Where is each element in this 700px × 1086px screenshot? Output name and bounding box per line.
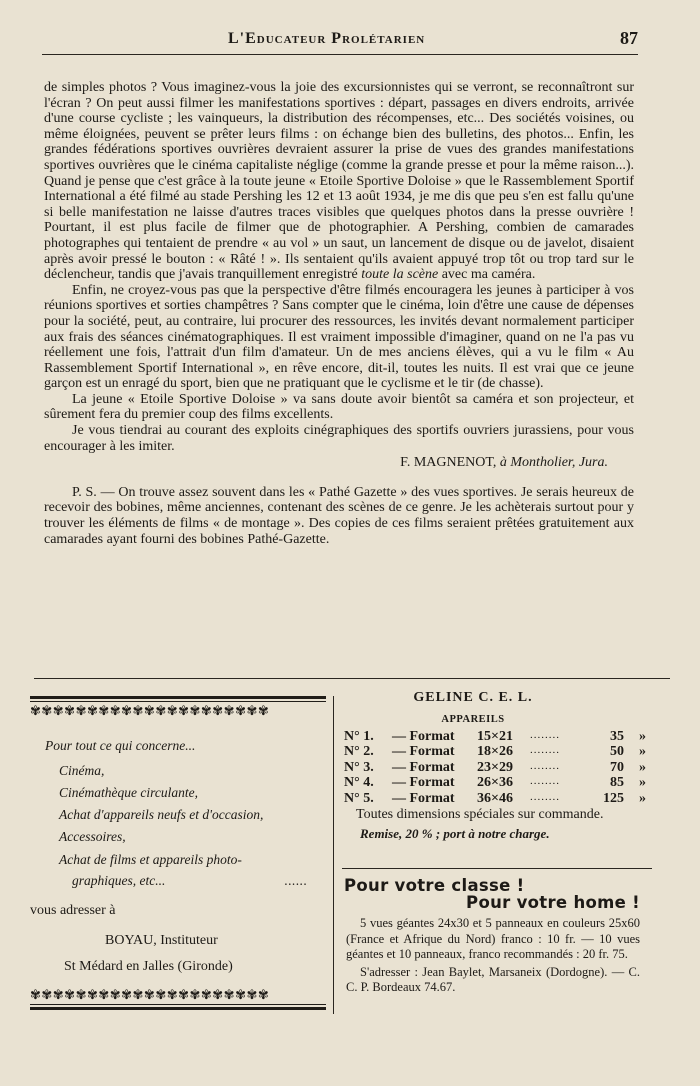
page-header bbox=[42, 28, 638, 54]
format-size: 23×29 bbox=[477, 759, 513, 775]
contact-name: BOYAU, Instituteur bbox=[105, 933, 218, 948]
postscript: P. S. — On trouve assez souvent dans les « Pathé Gazette » des vues sportives. Je serais heureux de recevoir des bobines, même anciennes, contenant des scènes de ce genre. Je les achèterais surtout pour y trouver les éléments de films « de montage ». Des copies de ces films seraient prêtées gratuitement aux camarades ayant fourni des bobines Pathé-Gazette. bbox=[44, 484, 634, 547]
format-size: 15×21 bbox=[477, 729, 513, 744]
ditto-mark: » bbox=[639, 744, 646, 760]
section-rule bbox=[34, 678, 670, 679]
format-row bbox=[344, 775, 646, 790]
boyau-advert bbox=[30, 696, 326, 1016]
format-price: 35 bbox=[610, 729, 624, 744]
remise-note: Remise, 20 % ; port à notre charge. bbox=[360, 825, 550, 841]
article-paragraph: Enfin, ne croyez-vous pas que la perspective d'être filmés encouragera les jeunes à participer à vos réunions sportives et sorties champêtres ? Sans compter que le cinéma, loin d'être une cause de dépenses pour la société, peut, au contraire, lui procurer des ressources, les invités devant normalement participer aux frais des séances cinématographiques. Il est vraiment impossible d'imaginer, quand on ne l'a pas vu réellement une fois, l'attrait d'un film d'amateur. Un de mes anciens élèves, qui a vu le film « Au Rassemblement Sportif International », en rêve encore, dit-il, toutes les nuits. Il est vrai que ce jeune garçon est un enragé du sport, bien que ne pratiquant que le cyclisme et le tir (de chasse). bbox=[44, 282, 634, 392]
classe-body bbox=[344, 916, 646, 996]
format-row bbox=[344, 744, 646, 759]
page-number: 87 bbox=[620, 28, 638, 48]
format-row bbox=[344, 760, 646, 775]
article-paragraph bbox=[44, 80, 634, 283]
bottom-border bbox=[30, 986, 326, 1010]
contact-city: St Médard en Jalles (Gironde) bbox=[64, 959, 233, 974]
format-label: — Format bbox=[392, 759, 455, 775]
leader-dots: ........ bbox=[530, 729, 560, 741]
format-label: — Format bbox=[392, 729, 455, 744]
format-number: N° 3. bbox=[344, 759, 374, 775]
address-line: vous adresser à bbox=[30, 903, 116, 918]
advert-item: graphiques, etc... bbox=[72, 873, 166, 888]
leader-dots: ........ bbox=[530, 759, 560, 772]
leader-dots: ...... bbox=[284, 874, 307, 888]
ornament-border: ✾✾✾✾✾✾✾✾✾✾✾✾✾✾✾✾✾✾✾✾✾ bbox=[30, 704, 270, 719]
advert-item: Accessoires, bbox=[59, 829, 126, 844]
format-size: 26×36 bbox=[477, 775, 513, 791]
header-rule bbox=[42, 54, 638, 55]
signature-name: F. MAGNENOT, bbox=[400, 455, 500, 471]
format-row bbox=[344, 791, 646, 806]
ditto-mark: » bbox=[639, 759, 646, 775]
article-paragraph: La jeune « Etoile Sportive Doloise » va sans doute avoir bientôt sa caméra et son projecteur, et sûrement fera du premier coup des films excellents. bbox=[44, 391, 634, 423]
format-list bbox=[344, 729, 646, 806]
format-price: 125 bbox=[603, 790, 624, 806]
format-number: N° 5. bbox=[344, 790, 374, 806]
article-text: avec ma caméra. bbox=[438, 267, 536, 283]
format-number: N° 4. bbox=[344, 775, 374, 791]
article-text: de simples photos ? Vous imaginez-vous la joie des excursionnistes qui se verront, se reconnaîtront sur l'écran ? On peut aussi filmer les manifestations sportives : départ, passages en divers endroits, arrivée d'une course cycliste ; les vainqueurs, la distribution des récompenses, etc... Des sociétés voisines, ou même éloignées, peuvent se prêter leurs films : on échange bien des bulletins, des photos... Enfin, les grandes fédérations sportives ouvrières devraient assurer la prise de vues des grandes manifestations sportives ouvrières que le cinéma capitaliste néglige (comme la grande presse et pour la même raison...). Quand je pense que c'est grâce à la toute jeune « Etoile Sportive Doloise » que le Rassemblement Sportif International a été filmé au stade Pershing les 12 et 13 août 1934, je me dis que peu s'en est fallu qu'une si belle manifestation ne laisse d'autres traces visibles que quelques photos dans la presse ouvrière ! Pourtant, il est plus facile de filmer que de photographier. A Pershing, combien de camarades photographes qui tentaient de prendre « au vol » un saut, un lancement de disque ou de javelot, disaient après avoir pressé le bouton : « Râté ! ». Ils sentaient qu'ils avaient appuyé trop tôt ou trop tard sur le déclencheur, tandis que j'avais tranquillement enregistré bbox=[44, 80, 634, 283]
format-size: 18×26 bbox=[477, 744, 513, 760]
classe-offer: 5 vues géantes 24x30 et 5 panneaux en couleurs 25x60 (France et Afrique du Nord) franco : 10 fr. — 10 vues géantes et 10 panneaux, franco recommandés : 20 fr. 75. bbox=[346, 916, 640, 961]
signature-place: à Montholier, Jura. bbox=[499, 455, 608, 471]
classe-address: S'adresser : Jean Baylet, Marsaneix (Dordogne). — C. C. P. Bordeaux 74.67. bbox=[346, 964, 640, 994]
article-paragraph: Je vous tiendrai au courant des exploits cinégraphiques des sportifs ouvriers jurassiens, pour vous encourager à les imiter. bbox=[44, 423, 634, 454]
signature bbox=[44, 455, 634, 471]
home-heading: Pour votre home ! bbox=[466, 893, 640, 912]
article-italic: toute la scène bbox=[361, 267, 439, 283]
article-body bbox=[44, 80, 634, 547]
double-rule bbox=[30, 696, 326, 702]
format-price: 85 bbox=[610, 775, 624, 791]
format-row bbox=[344, 729, 646, 744]
format-label: — Format bbox=[392, 775, 455, 791]
format-price: 50 bbox=[610, 744, 624, 760]
advert-item: Cinémathèque circulante, bbox=[59, 785, 198, 800]
geline-title: GELINE C. E. L. bbox=[413, 690, 533, 705]
format-size: 36×46 bbox=[477, 790, 513, 806]
running-title: L'Educateur Prolétarien bbox=[228, 30, 426, 47]
ditto-mark: » bbox=[639, 729, 646, 744]
double-rule bbox=[30, 1004, 326, 1010]
leader-dots: ........ bbox=[530, 744, 560, 757]
classe-advert bbox=[344, 876, 646, 996]
advert-item: Achat d'appareils neufs et d'occasion, bbox=[59, 807, 264, 822]
advert-intro: Pour tout ce qui concerne... bbox=[45, 738, 196, 753]
format-label: — Format bbox=[392, 790, 455, 806]
section-rule bbox=[342, 868, 652, 869]
advert-item: Achat de films et appareils photo- bbox=[59, 852, 242, 867]
geline-subtitle: APPAREILS bbox=[441, 714, 505, 725]
geline-advert bbox=[344, 690, 646, 842]
leader-dots: ........ bbox=[530, 775, 560, 788]
ditto-mark: » bbox=[639, 790, 646, 806]
column-divider bbox=[333, 696, 334, 1014]
format-label: — Format bbox=[392, 744, 455, 760]
dimensions-note: Toutes dimensions spéciales sur commande. bbox=[356, 806, 604, 822]
ornament-border: ✾✾✾✾✾✾✾✾✾✾✾✾✾✾✾✾✾✾✾✾✾ bbox=[30, 988, 270, 1003]
format-price: 70 bbox=[610, 759, 624, 775]
ditto-mark: » bbox=[639, 775, 646, 791]
advert-item: Cinéma, bbox=[59, 763, 105, 778]
classe-heading: Pour votre classe ! bbox=[344, 876, 525, 895]
leader-dots: ........ bbox=[530, 790, 560, 803]
format-number: N° 2. bbox=[344, 744, 374, 760]
format-number: N° 1. bbox=[344, 729, 374, 744]
